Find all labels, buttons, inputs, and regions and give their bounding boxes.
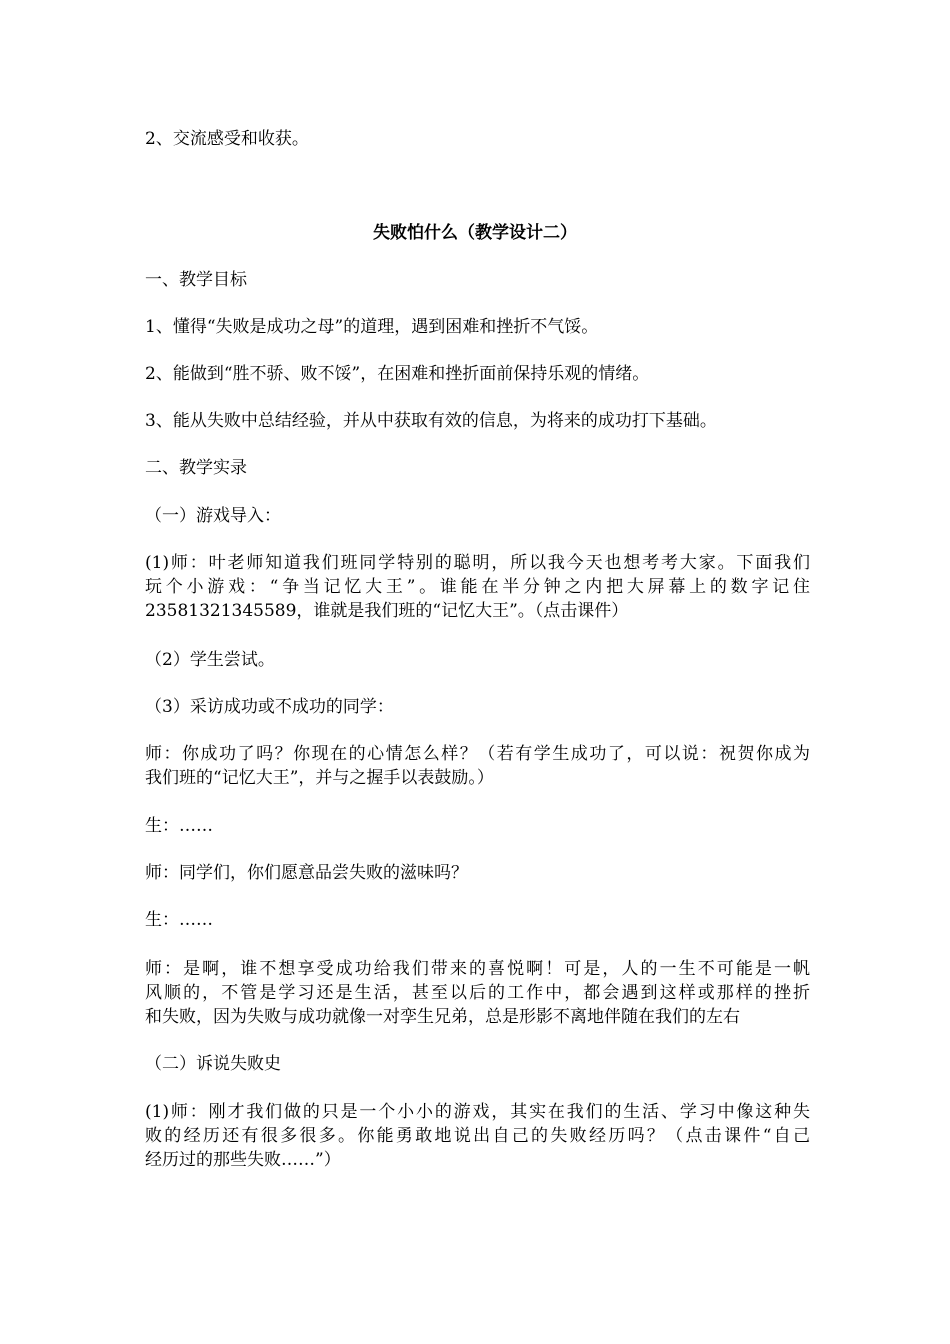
paragraph-step-2: （2）学生尝试。 <box>145 650 275 670</box>
subheading-game-intro: （一）游戏导入： <box>145 506 281 526</box>
text-line: 玩个小游戏：“争当记忆大王”。谁能在半分钟之内把大屏幕上的数字记住 <box>145 577 810 597</box>
section-heading-record: 二、教学实录 <box>145 458 247 478</box>
goal-1: 1、懂得“失败是成功之母”的道理，遇到困难和挫折不气馁。 <box>145 317 599 337</box>
goal-2: 2、能做到“胜不骄、败不馁”，在困难和挫折面前保持乐观的情绪。 <box>145 364 650 384</box>
text-line: 败的经历还有很多很多。你能勇敢地说出自己的失败经历吗？（点击课件“自己 <box>145 1126 810 1146</box>
goal-3: 3、能从失败中总结经验，并从中获取有效的信息，为将来的成功打下基础。 <box>145 411 717 431</box>
paragraph-teacher-3 <box>145 957 810 1029</box>
section-heading-goals: 一、教学目标 <box>145 270 247 290</box>
text-line: 和失败，因为失败与成功就像一对孪生兄弟，总是形影不离地伴随在我们的左右 <box>145 1007 740 1027</box>
text-line: (1)师：刚才我们做的只是一个小小的游戏，其实在我们的生活、学习中像这种失 <box>145 1102 810 1122</box>
text-line: (1)师：叶老师知道我们班同学特别的聪明，所以我今天也想考考大家。下面我们 <box>145 553 810 573</box>
text-line: 我们班的“记忆大王”，并与之握手以表鼓励。） <box>145 768 494 788</box>
paragraph-step-4 <box>145 1100 810 1172</box>
paragraph-teacher-2: 师：同学们，你们愿意品尝失败的滋味吗？ <box>145 863 468 883</box>
subheading-failure-stories: （二）诉说失败史 <box>145 1054 281 1074</box>
text-line: 风顺的，不管是学习还是生活，甚至以后的工作中，都会遇到这样或那样的挫折 <box>145 983 810 1003</box>
paragraph-student-2: 生：…… <box>145 910 213 930</box>
paragraph-step-1 <box>145 551 810 623</box>
text-line: 师：是啊，谁不想享受成功给我们带来的喜悦啊！可是，人的一生不可能是一帆 <box>145 959 810 979</box>
document-title: 失败怕什么（教学设计二） <box>373 223 577 243</box>
paragraph-teacher-1 <box>145 742 810 790</box>
text-line: 师：你成功了吗？你现在的心情怎么样？（若有学生成功了，可以说：祝贺你成为 <box>145 744 810 764</box>
paragraph-step-3: （3）采访成功或不成功的同学： <box>145 697 394 717</box>
text-line: 经历过的那些失败……”） <box>145 1150 341 1170</box>
text-line: 23581321345589，谁就是我们班的“记忆大王”。（点击课件） <box>145 601 629 621</box>
paragraph-student-1: 生：…… <box>145 816 213 836</box>
paragraph-exchange: 2、交流感受和收获。 <box>145 129 309 149</box>
